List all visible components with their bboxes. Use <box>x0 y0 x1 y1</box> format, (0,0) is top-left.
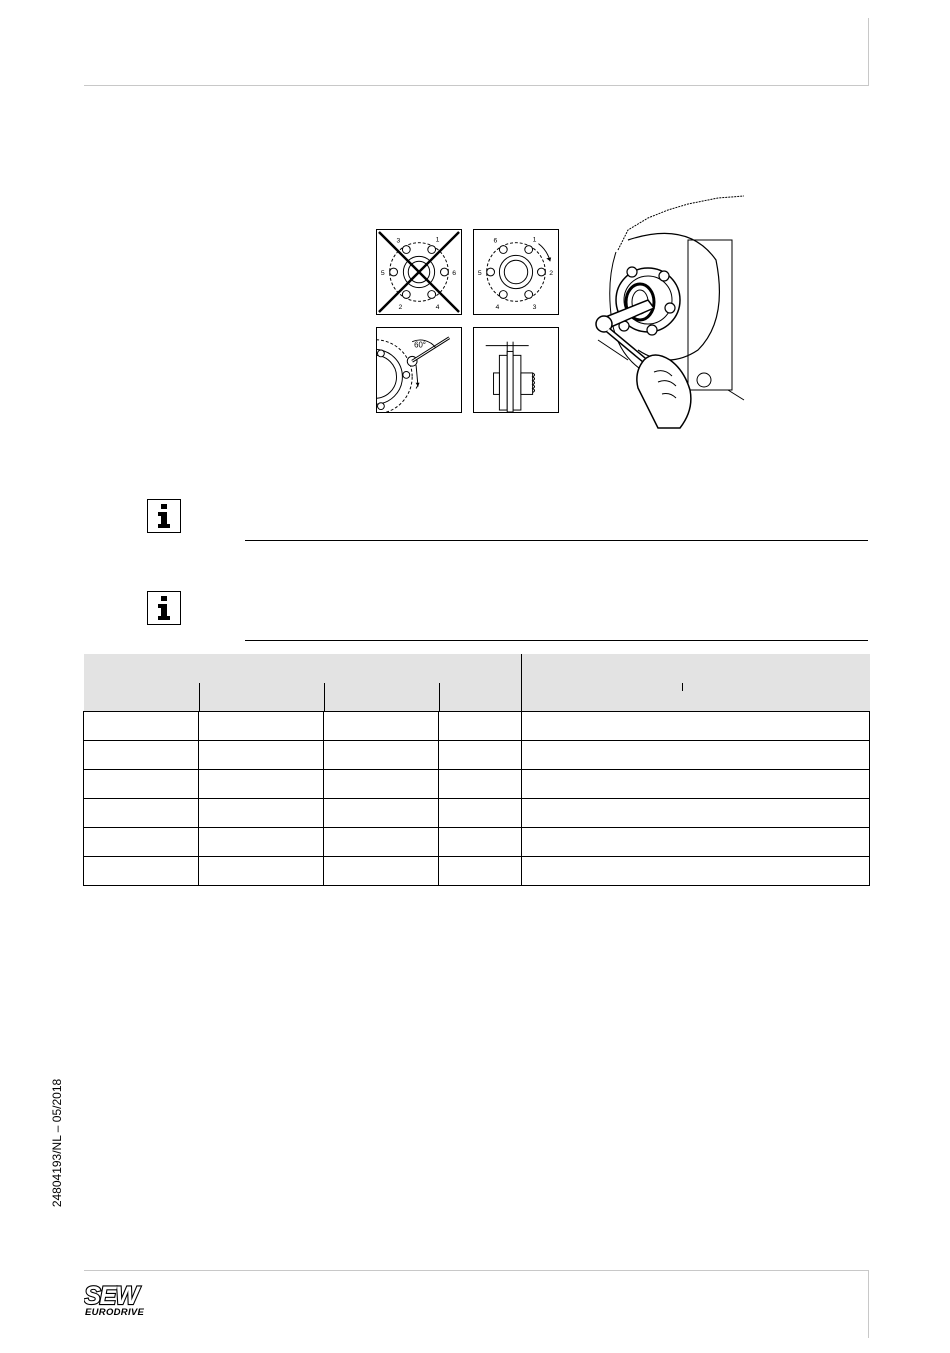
table-cell <box>439 856 522 885</box>
table-cell <box>522 769 870 798</box>
table-cell <box>324 798 439 827</box>
bolt-number: 3 <box>532 304 537 312</box>
info-note-icon <box>147 591 181 625</box>
table-cell <box>199 711 324 740</box>
table-cell <box>522 798 870 827</box>
logo-text-bottom: EURODRIVE <box>85 1307 145 1318</box>
table-cell <box>199 827 324 856</box>
table-row <box>84 856 870 885</box>
info-note-icon <box>147 499 181 533</box>
bolt-number: 6 <box>452 269 457 277</box>
bolt-number: 4 <box>435 304 440 312</box>
note-divider <box>245 540 868 541</box>
info-icon <box>155 503 173 529</box>
table-cell <box>522 711 870 740</box>
note-divider <box>245 640 868 641</box>
bolt-number: 5 <box>380 269 385 277</box>
wrench-angle-panel <box>376 327 462 413</box>
wrong-sequence-panel <box>376 229 462 315</box>
bolt-number: 4 <box>495 304 500 312</box>
table-cell <box>324 827 439 856</box>
table-cell <box>84 711 199 740</box>
table-cell <box>439 740 522 769</box>
bolt-number: 3 <box>396 237 401 245</box>
table-cell <box>522 827 870 856</box>
document-number: 24804193/NL – 05/2018 <box>50 1078 64 1208</box>
table-cell <box>84 769 199 798</box>
table-row <box>84 711 870 740</box>
bolt-number: 6 <box>493 237 498 245</box>
table-cell <box>324 856 439 885</box>
footer-rule <box>84 1270 869 1271</box>
table-cell <box>84 798 199 827</box>
bolt-number: 5 <box>477 269 482 277</box>
header-rule <box>84 85 869 86</box>
spec-table <box>83 654 870 886</box>
bolt-number: 2 <box>549 269 554 277</box>
logo-text-top: SEW <box>84 1282 138 1310</box>
table-cell <box>199 856 324 885</box>
table-cell <box>84 856 199 885</box>
bolt-number: 2 <box>398 304 403 312</box>
table-row <box>84 740 870 769</box>
table-cell <box>439 798 522 827</box>
bolt-number: 1 <box>532 236 537 244</box>
table-cell <box>522 740 870 769</box>
table-cell <box>439 711 522 740</box>
sew-eurodrive-logo <box>84 1282 154 1325</box>
table-cell <box>324 740 439 769</box>
header-vertical-rule <box>868 18 869 86</box>
table-row <box>84 798 870 827</box>
table-cell <box>199 740 324 769</box>
table-cell <box>439 827 522 856</box>
footer-vertical-rule <box>868 1270 869 1338</box>
table-cell <box>324 769 439 798</box>
table-cell <box>439 769 522 798</box>
section-detail-panel <box>473 327 559 413</box>
table-cell <box>199 769 324 798</box>
table-cell <box>199 798 324 827</box>
table-cell <box>324 711 439 740</box>
correct-sequence-panel <box>473 229 559 315</box>
bolt-number: 1 <box>435 236 440 244</box>
table-cell <box>84 827 199 856</box>
table-cell <box>84 740 199 769</box>
tightening-illustration <box>588 190 748 430</box>
table-row <box>84 769 870 798</box>
table-row <box>84 827 870 856</box>
angle-label: 60° <box>414 340 426 350</box>
info-icon <box>155 595 173 621</box>
table-header <box>84 654 870 711</box>
table-cell <box>522 856 870 885</box>
